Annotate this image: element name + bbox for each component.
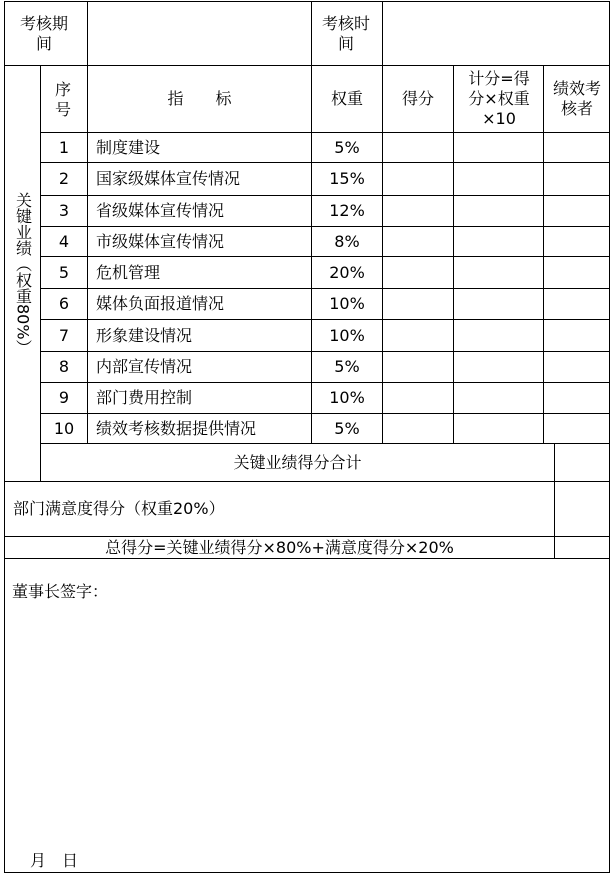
row-3-name: 省级媒体宣传情况 (96, 201, 225, 220)
key-total-label: 关键业绩得分合计 (233, 452, 362, 472)
row-1-no: 1 (58, 137, 70, 157)
row-7-weight: 10% (329, 325, 365, 345)
row-2-no: 2 (58, 169, 70, 188)
col-calc (453, 65, 454, 444)
period-value-cell[interactable] (88, 2, 311, 65)
row-3-weight: 12% (329, 201, 365, 220)
signature-label: 董事长签字： (12, 582, 109, 601)
row-8-weight: 5% (334, 357, 360, 376)
date-label: 月 日 (30, 851, 79, 870)
rule-total (4, 558, 610, 559)
border-right (609, 1, 610, 873)
row-4-weight: 8% (334, 231, 360, 251)
col-assessor (543, 65, 544, 444)
row-6-no: 6 (58, 294, 70, 313)
col-header-weight: 权重 (330, 89, 363, 108)
row-5-name: 危机管理 (96, 262, 161, 282)
col-header-assessor: 绩效考核者 (553, 79, 602, 118)
row-7-no: 7 (58, 325, 70, 345)
row-7-name: 形象建设情况 (96, 325, 193, 345)
row-1-weight: 5% (334, 137, 360, 157)
row-10-name: 绩效考核数据提供情况 (96, 418, 257, 438)
signature-area[interactable] (5, 610, 609, 845)
total-formula: 总得分=关键业绩得分×80%+满意度得分×20% (105, 537, 454, 557)
row-5-weight: 20% (329, 262, 365, 282)
row-9-weight: 10% (329, 388, 365, 407)
row-4-no: 4 (58, 231, 70, 251)
col-header-indicator: 指 标 (167, 89, 232, 108)
period-label: 考核期间 (20, 14, 69, 53)
row-1-name: 制度建设 (96, 137, 161, 157)
row-5-no: 5 (58, 262, 70, 282)
time-label: 考核时间 (322, 14, 371, 53)
col-result (554, 443, 555, 559)
row-10-no: 10 (53, 418, 75, 438)
row-9-name: 部门费用控制 (96, 388, 193, 407)
border-bottom (4, 872, 610, 873)
row-10-weight: 5% (334, 418, 360, 438)
row-2-weight: 15% (329, 169, 365, 188)
time-value-cell[interactable] (383, 2, 609, 65)
row-8-no: 8 (58, 357, 70, 376)
col-header-calc: 计分=得分×权重×10 (468, 69, 530, 128)
satisfaction-label: 部门满意度得分（权重20%） (13, 499, 225, 518)
col-header-seq: 序号 (54, 80, 71, 119)
row-8-name: 内部宣传情况 (96, 357, 193, 376)
row-9-no: 9 (58, 388, 70, 407)
side-label: 关键业绩（权重80%） (13, 191, 33, 356)
row-3-no: 3 (58, 201, 70, 220)
col-header-score: 得分 (401, 89, 434, 108)
row-2-name: 国家级媒体宣传情况 (96, 169, 241, 188)
row-4-name: 市级媒体宣传情况 (96, 231, 225, 251)
row-6-weight: 10% (329, 294, 365, 313)
row-6-name: 媒体负面报道情况 (96, 294, 225, 313)
